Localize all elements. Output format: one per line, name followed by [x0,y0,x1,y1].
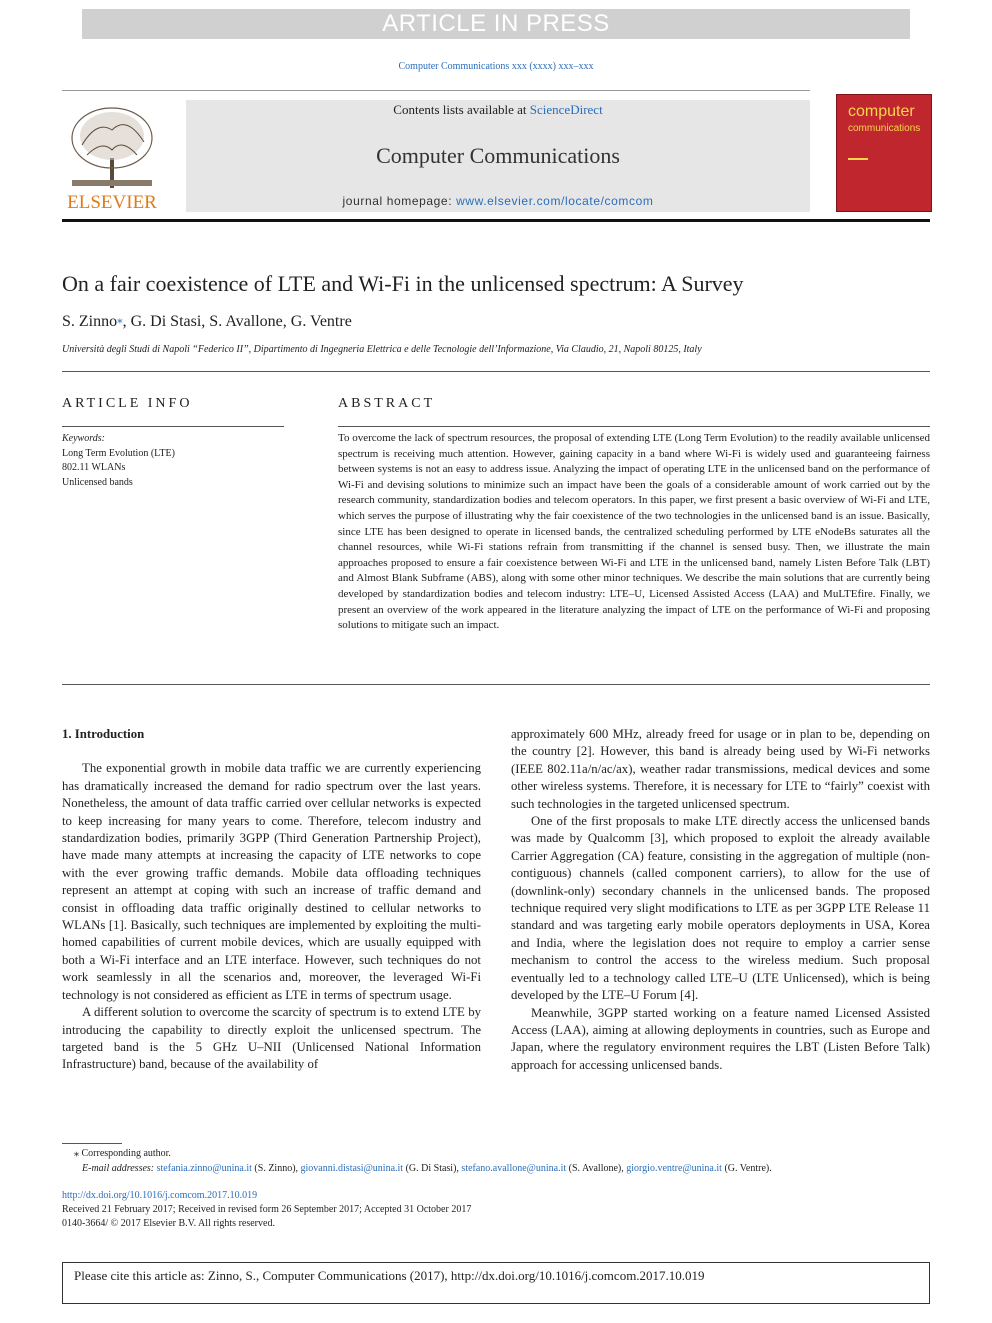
copyright-line: 0140-3664/ © 2017 Elsevier B.V. All rights reserved. [62,1218,275,1229]
email-owner: (G. Ventre). [721,1163,772,1174]
elsevier-logo[interactable] [62,100,162,212]
article-info-rule [62,426,284,427]
email-owner: (G. Di Stasi), [403,1163,462,1174]
author-name[interactable]: S. Zinno [62,313,118,330]
author-name[interactable]: S. Avallone [209,313,283,330]
body-right-column [511,726,930,1074]
abstract-rule [338,426,930,427]
homepage-link[interactable]: www.elsevier.com/locate/comcom [456,194,654,208]
journal-homepage [186,194,810,208]
corresponding-author-mark[interactable]: ⁎ [117,314,123,326]
keyword-item: Unlicensed bands [62,476,133,488]
article-title: On a fair coexistence of LTE and Wi-Fi in the unlicensed spectrum: A Survey [62,271,744,296]
journal-title: Computer Communications [376,143,620,168]
author-affiliation: Università degli Studi di Napoli “Federico II”, Dipartimento di Ingegneria Elettrica e delle Tecnologie dell’Informazione, Via Claudio, 21, Napoli 80125, Italy [62,344,702,355]
keywords-label: Keywords: [62,433,105,444]
abstract-heading: ABSTRACT [338,396,436,411]
body-paragraph: A different solution to overcome the scarcity of spectrum is to extend LTE by introducing the capability to directly exploit the unlicensed spectrum. The targeted band is the 5 GHz U–NII (Unlicensed National Information Infrastructure) band, because of the availability of [62,1005,481,1072]
email-owner: (S. Avallone), [566,1163,627,1174]
sciencedirect-link[interactable]: ScienceDirect [529,102,603,117]
email-link[interactable]: giovanni.distasi@unina.it [300,1163,404,1174]
keyword-item: Long Term Evolution (LTE) [62,447,175,459]
body-paragraph: approximately 600 MHz, already freed for usage or in plan to be, depending on the country [2]. However, this band is already being used by Wi-Fi networks (IEEE 802.11a/n/ac/ax), weather radar transmissions, medical devices and some other wireless systems. Therefore, it is necessary for LTE to “fairly” coexist with such technologies in the targeted unlicensed spectrum. [511,727,930,811]
cover-title: computer [848,103,915,120]
body-paragraph: Meanwhile, 3GPP started working on a feature named Licensed Assisted Access (LAA), aiming at allowing deployments in countries, such as Europe and Japan, where the regulatory environment requires the LBT (Listen Before Talk) approach for accessing unlicensed bands. [511,1005,930,1072]
elsevier-wordmark: ELSEVIER [67,192,157,212]
author-name[interactable]: G. Ventre [290,313,352,330]
body-paragraph: The exponential growth in mobile data traffic we are currently experiencing has dramatically increased the demand for radio spectrum over the last years. Nonetheless, the amount of data traffic carried over cellular networks is expected to keep increasing for many years to come. Therefore, telecom industry and standardization bodies, primarily 3GPP (Third Generation Partnership Project), have made many attempts at increasing the capacity of LTE networks to cope with the ever growing traffic demands. Mobile data offloading techniques represent an attempt at coping with such an increase of traffic demand and consist in offloading data traffic originally destined to cellular networks to WLANs [1]. Basically, such techniques are implemented by exploiting the multi-homed capabilities of current mobile devices, which are usually equipped with both a Wi-Fi interface and an LTE interface. However, such techniques do not work seamlessly in all the scenarios and, moreover, the leveraged Wi-Fi technology is not considered as efficient as LTE in terms of spectrum usage. [62,761,481,1002]
corresponding-author-note: ⁎ Corresponding author. [74,1148,171,1159]
body-left-column [62,726,481,1074]
cover-subtitle: communications [848,123,921,134]
email-link[interactable]: giorgio.ventre@unina.it [626,1163,722,1174]
email-link[interactable]: stefano.avallone@unina.it [461,1163,567,1174]
article-in-press-banner: ARTICLE IN PRESS [82,9,910,39]
footnote-rule [62,1143,122,1144]
author-list: S. Zinno⁎, G. Di Stasi, S. Avallone, G. Ventre [62,313,352,330]
homepage-prefix: journal homepage: [342,194,457,208]
body-paragraph: One of the first proposals to make LTE directly access the unlicensed bands was made by Qualcomm [3], which proposed to exploit the already available Carrier Aggregation (CA) feature, consisting in the aggregation of multiple (non-contiguous) channels (called component carriers), to allow for the use of (downlink-only) secondary channels in the unlicensed bands. The proposed technique required very slight modifications to LTE as per 3GPP LTE Release 11 standard and was targeting early mobile operators deployments in USA, Korea and India, where the legislation does not require to employ a carrier sense mechanism to control the access to the wireless medium. Such proposal eventually led to a technology called LTE–U (LTE Unlicensed), which is being developed by the LTE–U Forum [4]. [511,814,930,1003]
abstract-text: To overcome the lack of spectrum resources, the proposal of extending LTE (Long Term Evolution) to the readily available unlicensed spectrum is receiving much attention. However, gaining capacity in a band where Wi-Fi is widely used and guaranteeing fairness between systems is not an easy to address issue. Analyzing the impact of operating LTE in the unlicensed band on the performance of Wi-Fi and devising solutions to minimize such an impact have been the goals of a considerable amount of work carried out by the research community, standardization bodies and telecom operators. In this paper, we first present a basic overview of Wi-Fi and LTE, which serves the purpose of illustrating why the fair coexistence of the two technologies in the unlicensed band is an issue. Basically, since LTE has been designed to operate in licensed bands, the centralized scheduling performed by LTE eNodeBs saturates all the channel resources, while Wi-Fi stations refrain from transmitting if the channel is sensed busy. Then, we illustrate the main approaches proposed to ensure a fair coexistence between Wi-Fi and LTE in the unlicensed band, namely Listen Before Talk (LBT) and Almost Blank Subframe (ABS), along with some other minor techniques. We describe the main solutions that are currently being developed by standardization bodies and telecom industry: LTE–U, Licensed Assisted Access (LAA) and MuLTEfire. Finally, we present an overview of the work appeared in the literature analyzing the impact of LTE on the performance of Wi-Fi and proposing solutions to mitigate such an impact. [338,432,930,632]
section-heading-introduction: 1. Introduction [62,727,145,741]
abstract-divider [62,684,930,685]
header-divider [62,219,930,222]
email-owner: (S. Zinno), [251,1163,301,1174]
header-top-rule [62,90,810,91]
cover-accent [848,158,868,160]
title-divider [62,371,930,372]
email-label: E-mail addresses: [82,1163,157,1174]
author-name[interactable]: G. Di Stasi [130,313,202,330]
keyword-item: 802.11 WLANs [62,462,126,473]
contents-line [186,102,810,118]
email-link[interactable]: stefania.zinno@unina.it [156,1163,252,1174]
doi-link[interactable]: http://dx.doi.org/10.1016/j.comcom.2017.10.019 [62,1190,258,1201]
citation-text[interactable]: Please cite this article as: Zinno, S., Computer Communications (2017), http://dx.doi.org/10.1016/j.comcom.2017.10.019 [74,1268,705,1283]
article-info-heading: ARTICLE INFO [62,396,193,411]
email-addresses [82,1161,930,1176]
contents-prefix: Contents lists available at [393,102,530,117]
keywords-block [62,432,284,490]
journal-reference[interactable]: Computer Communications xxx (xxxx) xxx–xxx [398,61,594,72]
received-dates: Received 21 February 2017; Received in revised form 26 September 2017; Accepted 31 October 2017 [62,1204,472,1215]
elsevier-tree-icon [62,100,162,212]
